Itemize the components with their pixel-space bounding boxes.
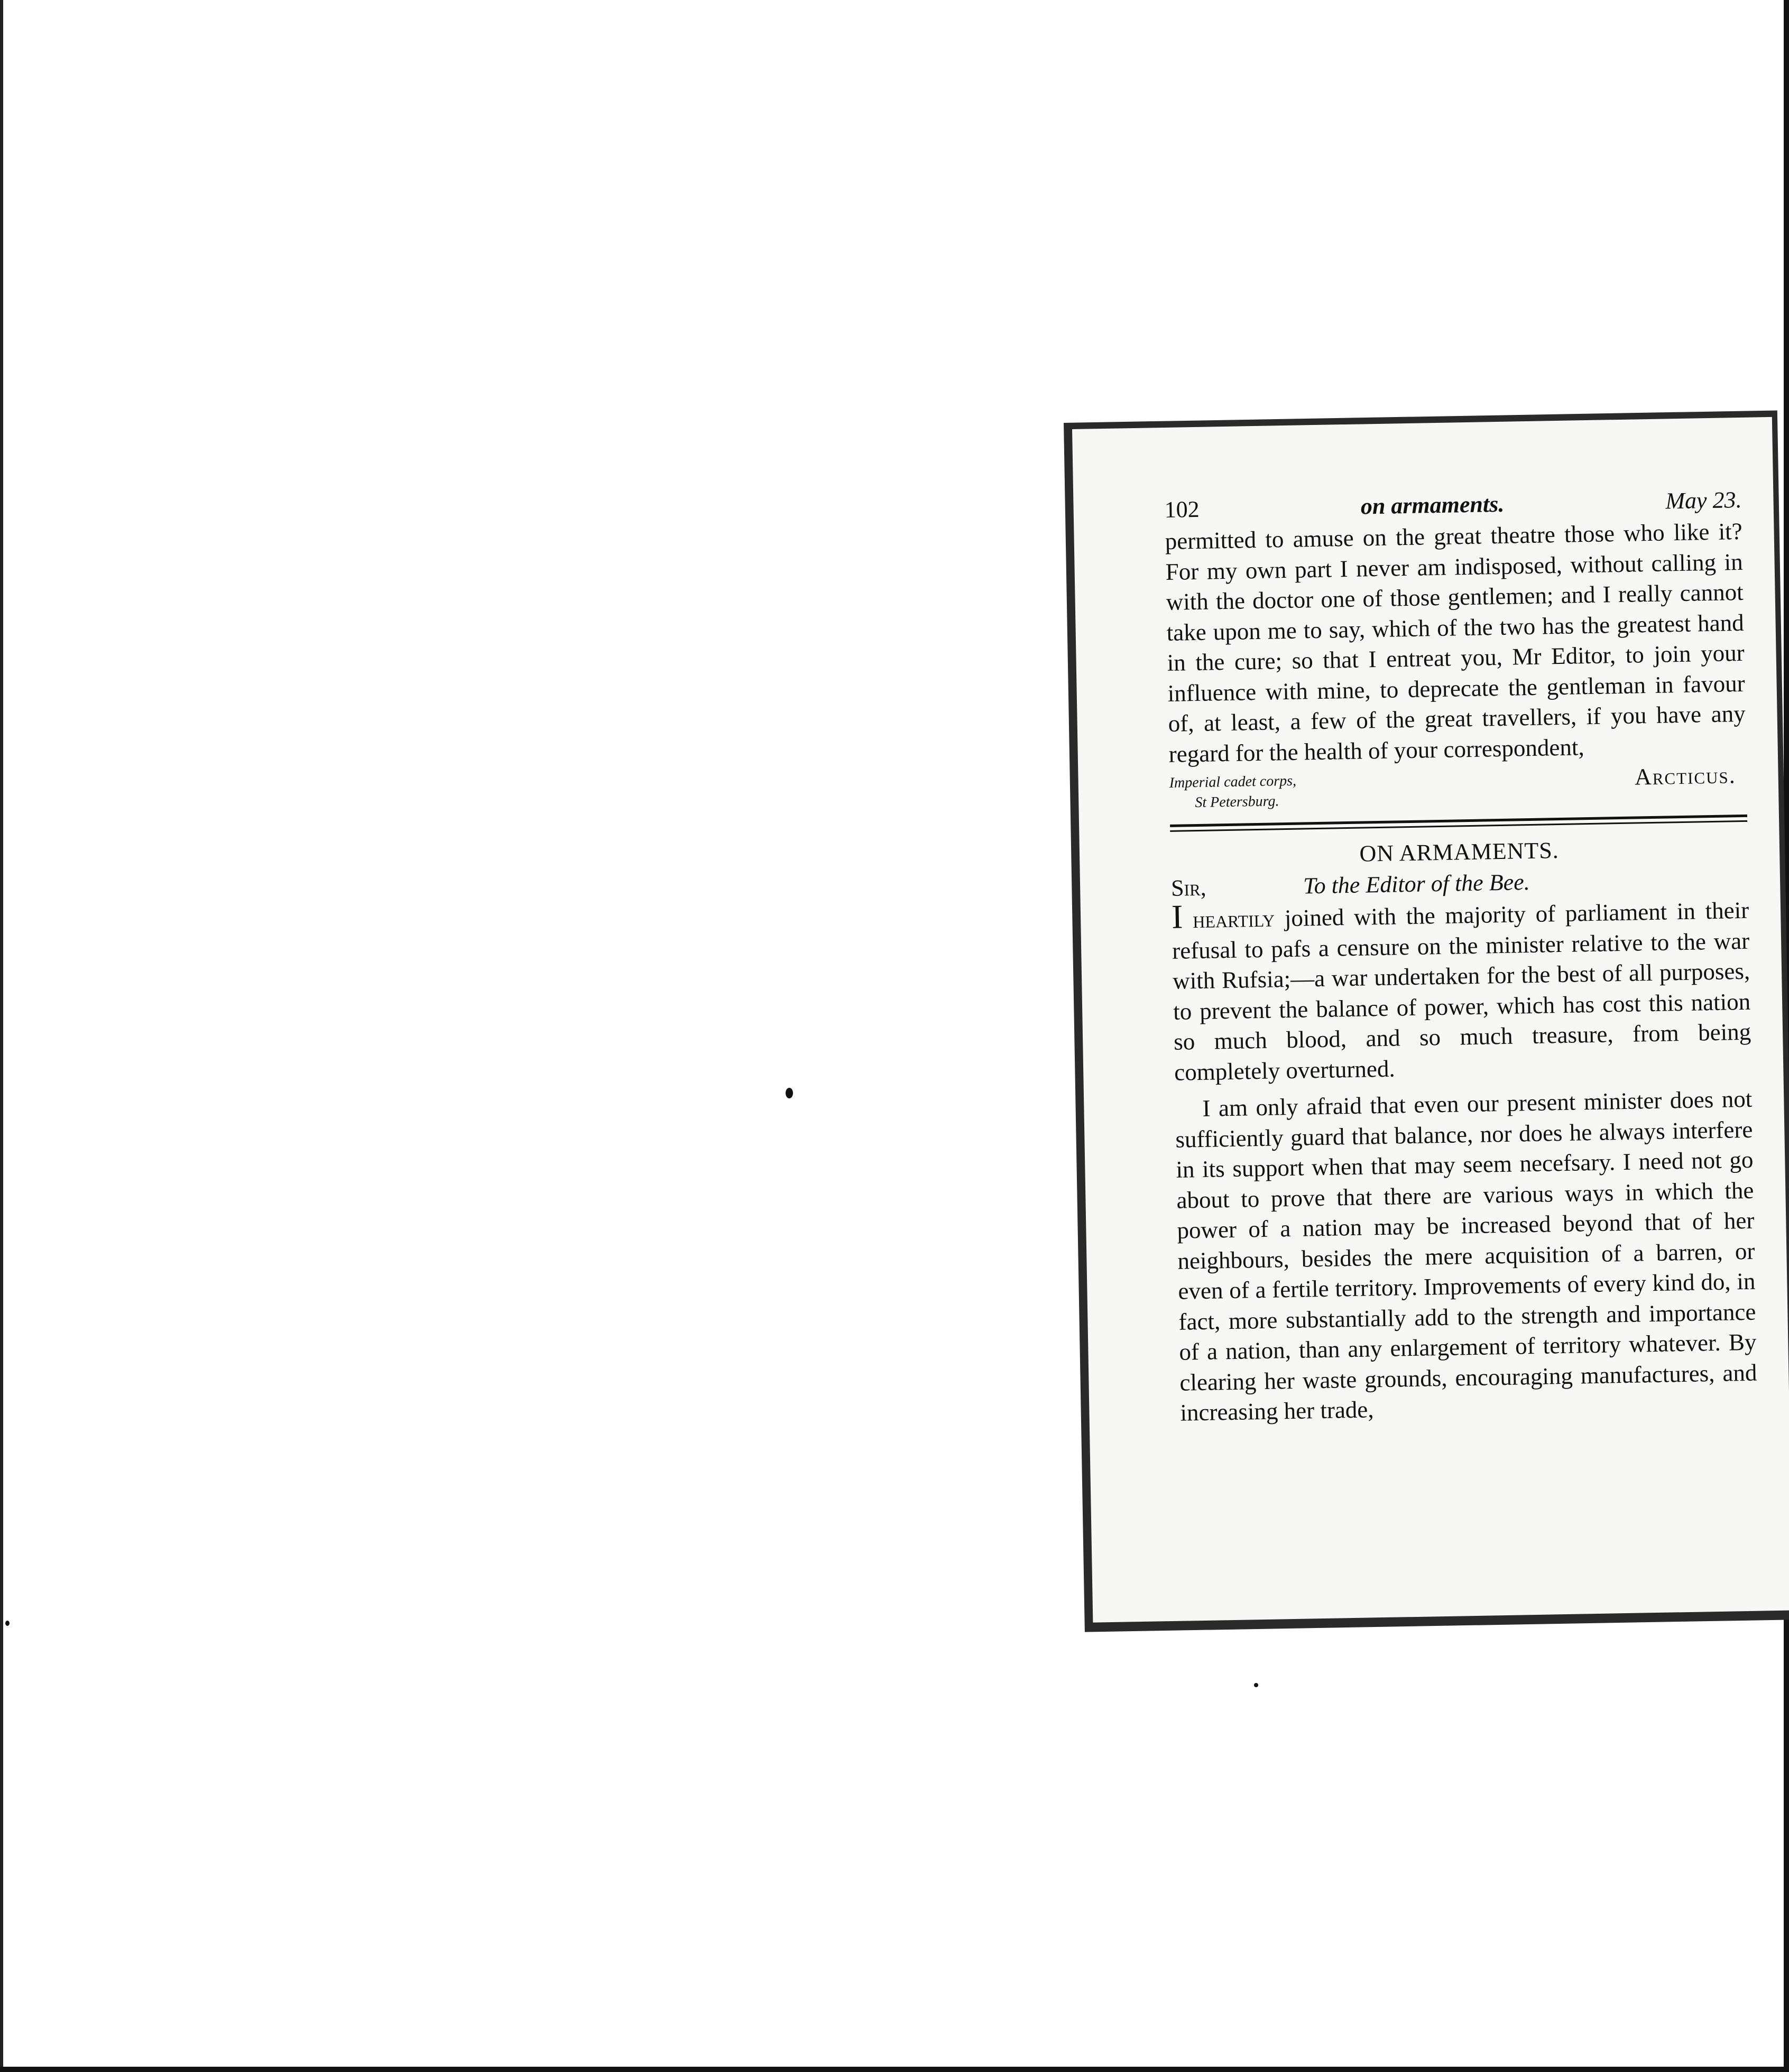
location-line: Imperial cadet corps, bbox=[1169, 772, 1297, 791]
running-date: May 23. bbox=[1665, 486, 1742, 514]
signature: Arcticus. bbox=[1634, 762, 1737, 790]
addressee: To the Editor of the Bee. bbox=[1303, 869, 1530, 899]
previous-article-text: permitted to amuse on the great theatre those who like it? For my own part I never am indisposed, without calling in with the doctor one of those gentlemen; and I really cannot take upon me to say, which of the two has the greatest hand in the cure; so that I entreat you, Mr Editor, to join your influence with mine, to deprecate the gentleman in favour of, at least, a few of the great travellers, if you have any regard for the health of your correspondent, bbox=[1165, 517, 1746, 767]
article-title: ON ARMAMENTS. bbox=[1359, 837, 1560, 867]
paragraph-text: joined with the majority of parliament in their refusal to pafs a censure on the minister relative to the war with Rufsia;—a war undertaken for the best of all purposes, to prevent the balance of power, which has cost this nation so much blood, and so much treasure, from being completely overturned. bbox=[1172, 896, 1751, 1086]
article-paragraph: I am only afraid that even our present minister does not sufficiently guard that balance, nor does he always interfere in its support when that may seem necefsary. I need not go about to prove that there are various ways in which the power of a nation may be increased beyond that of her neighbours, besides the mere acquisition of a barren, or even of a fertile territory. Improvements of every kind do, in fact, more substantially add to the strength and importance of a nation, than any enlargement of territory whatever. By clearing her waste grounds, encouraging manufactures, and increasing her trade, bbox=[1175, 1085, 1757, 1426]
article-paragraph bbox=[1172, 895, 1752, 1088]
location-line: St Petersburg. bbox=[1195, 793, 1279, 811]
drop-cap: I bbox=[1171, 898, 1184, 936]
scan-edge bbox=[0, 0, 3, 2072]
running-title: on armaments. bbox=[1360, 491, 1505, 520]
ink-speck bbox=[5, 1621, 10, 1626]
salutation: Sir, bbox=[1170, 874, 1207, 901]
page-number: 102 bbox=[1164, 496, 1200, 523]
book-page bbox=[1072, 417, 1789, 1623]
lead-word: heartily bbox=[1192, 905, 1275, 933]
ink-speck bbox=[1254, 1683, 1258, 1687]
section-divider bbox=[1170, 815, 1747, 832]
ink-speck bbox=[786, 1088, 793, 1098]
scan-edge bbox=[0, 2067, 1789, 2072]
signature-block bbox=[1169, 760, 1747, 815]
